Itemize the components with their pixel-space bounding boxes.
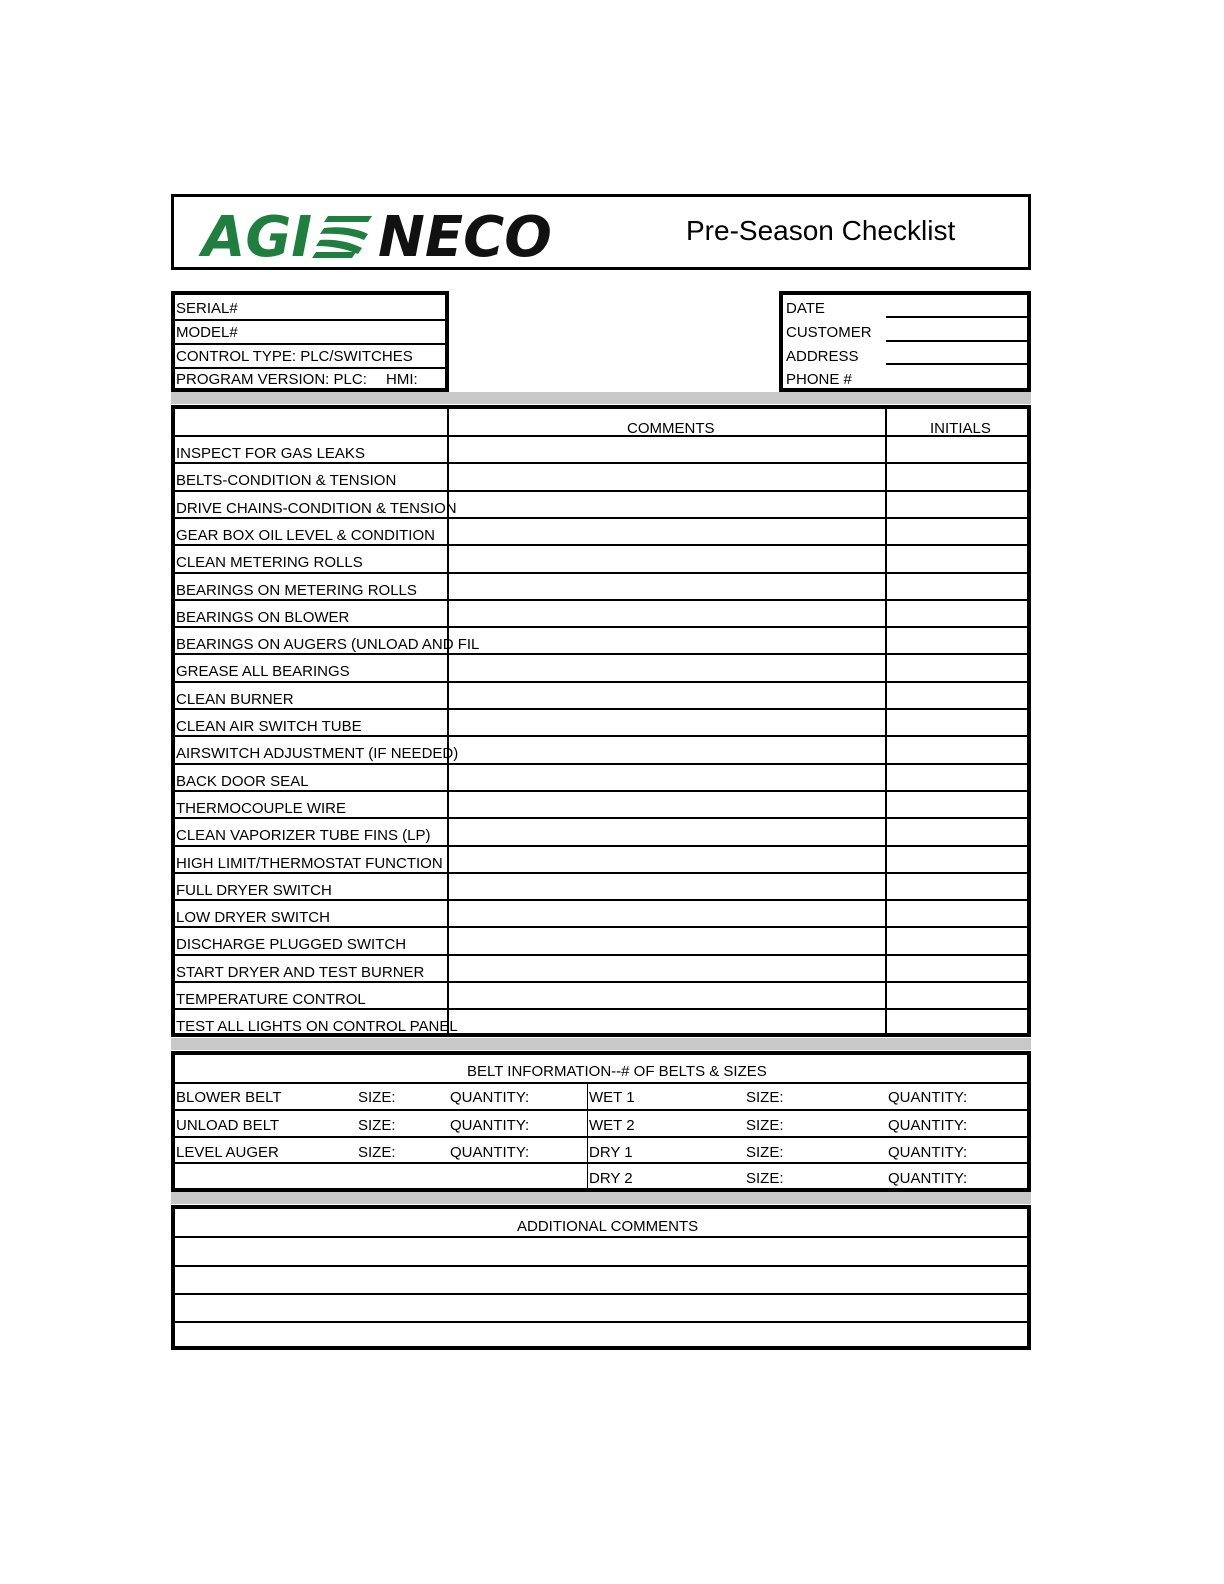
- additional-comments-header: ADDITIONAL COMMENTS: [517, 1218, 699, 1235]
- belt-item-label: DRY 2: [589, 1170, 633, 1187]
- checklist-item-label: INSPECT FOR GAS LEAKS: [176, 445, 365, 462]
- belt-item-label: DRY 1: [589, 1144, 633, 1161]
- date-label: DATE: [786, 300, 825, 317]
- row-divider: [175, 1162, 1027, 1164]
- initials-cell[interactable]: [887, 847, 1027, 872]
- quantity-label: QUANTITY:: [888, 1117, 968, 1134]
- checklist-row: [175, 817, 1027, 844]
- page-title: Pre-Season Checklist: [686, 215, 956, 246]
- checklist-row: [175, 954, 1027, 981]
- checklist-item-label: CLEAN VAPORIZER TUBE FINS (LP): [176, 827, 431, 845]
- initials-cell[interactable]: [887, 737, 1027, 762]
- checklist-item-label: DRIVE CHAINS-CONDITION & TENSION: [176, 499, 457, 517]
- phone-row[interactable]: [783, 366, 1027, 390]
- row-divider: [175, 1082, 1027, 1084]
- size-label: SIZE:: [358, 1144, 396, 1161]
- control-type-label: CONTROL TYPE: PLC/SWITCHES: [176, 348, 413, 365]
- initials-cell[interactable]: [887, 574, 1027, 599]
- column-divider: [587, 1082, 588, 1188]
- comments-header: COMMENTS: [627, 420, 715, 437]
- checklist-item-label: BELTS-CONDITION & TENSION: [176, 472, 397, 490]
- comment-cell[interactable]: [449, 628, 883, 653]
- comment-cell[interactable]: [449, 1010, 883, 1035]
- quantity-label: QUANTITY:: [450, 1117, 530, 1134]
- checklist-row: [175, 572, 1027, 599]
- comment-cell[interactable]: [449, 601, 883, 626]
- initials-cell[interactable]: [887, 655, 1027, 680]
- quantity-label: QUANTITY:: [888, 1089, 968, 1106]
- quantity-label: QUANTITY:: [450, 1089, 530, 1106]
- checklist-row: [175, 790, 1027, 817]
- checklist-row: [175, 926, 1027, 953]
- hmi-label: HMI:: [386, 371, 418, 388]
- checklist-row: [175, 653, 1027, 680]
- checklist-item-label: AIRSWITCH ADJUSTMENT (IF NEEDED): [176, 745, 459, 763]
- logo-agi-text: AGI: [202, 205, 313, 270]
- checklist-item-label: GEAR BOX OIL LEVEL & CONDITION: [176, 526, 435, 544]
- document-header: [171, 194, 1031, 270]
- serial-label: SERIAL#: [176, 300, 238, 317]
- address-line: [886, 363, 1027, 365]
- initials-cell[interactable]: [887, 628, 1027, 653]
- size-label: SIZE:: [746, 1089, 784, 1106]
- belt-info-header: BELT INFORMATION--# OF BELTS & SIZES: [467, 1063, 767, 1080]
- comment-cell[interactable]: [449, 847, 883, 872]
- customer-info-box: [779, 291, 1031, 392]
- quantity-label: QUANTITY:: [888, 1170, 968, 1187]
- comment-cell[interactable]: [449, 464, 883, 489]
- comment-cell[interactable]: [449, 928, 883, 953]
- checklist-table: [171, 405, 1031, 1037]
- program-version-row[interactable]: [175, 366, 445, 390]
- comment-cell[interactable]: [449, 546, 883, 571]
- comment-cell[interactable]: [449, 765, 883, 790]
- checklist-row: [175, 899, 1027, 926]
- initials-cell[interactable]: [887, 519, 1027, 544]
- separator-bar: [171, 392, 1031, 404]
- checklist-row: [175, 626, 1027, 653]
- checklist-row: [175, 872, 1027, 899]
- model-row[interactable]: [175, 319, 445, 345]
- comment-cell[interactable]: [449, 710, 883, 735]
- customer-line: [886, 340, 1027, 342]
- checklist-item-label: TEST ALL LIGHTS ON CONTROL PANEL: [176, 1018, 458, 1036]
- checklist-row: [175, 490, 1027, 517]
- checklist-row: [175, 517, 1027, 544]
- comment-cell[interactable]: [449, 983, 883, 1008]
- quantity-label: QUANTITY:: [888, 1144, 968, 1161]
- initials-cell[interactable]: [887, 928, 1027, 953]
- checklist-item-label: THERMOCOUPLE WIRE: [176, 799, 347, 817]
- checklist-item-label: HIGH LIMIT/THERMOSTAT FUNCTION: [176, 854, 443, 872]
- belt-item-label: BLOWER BELT: [176, 1089, 282, 1106]
- checklist-item-label: CLEAN BURNER: [176, 690, 294, 708]
- comment-cell[interactable]: [449, 655, 883, 680]
- size-label: SIZE:: [746, 1144, 784, 1161]
- checklist-row: [175, 735, 1027, 762]
- checklist-row: [175, 462, 1027, 489]
- logo-neco-text: NECO: [378, 205, 552, 270]
- checklist-item-label: DISCHARGE PLUGGED SWITCH: [176, 936, 407, 954]
- initials-cell[interactable]: [887, 901, 1027, 926]
- size-label: SIZE:: [358, 1117, 396, 1134]
- checklist-item-label: BEARINGS ON AUGERS (UNLOAD AND FIL: [176, 636, 480, 654]
- row-divider: [175, 1109, 1027, 1111]
- checklist-row: [175, 845, 1027, 872]
- logo-emblem-icon: [312, 216, 372, 258]
- checklist-item-label: GREASE ALL BEARINGS: [176, 663, 350, 681]
- serial-row[interactable]: [175, 295, 445, 321]
- checklist-row: [175, 544, 1027, 571]
- comment-cell[interactable]: [449, 819, 883, 844]
- checklist-row: [175, 763, 1027, 790]
- comment-cell[interactable]: [449, 737, 883, 762]
- comment-cell[interactable]: [449, 956, 883, 981]
- size-label: SIZE:: [358, 1089, 396, 1106]
- address-label: ADDRESS: [786, 348, 859, 365]
- initials-cell[interactable]: [887, 874, 1027, 899]
- initials-cell[interactable]: [887, 792, 1027, 817]
- initials-header: INITIALS: [930, 420, 991, 437]
- checklist-row: [175, 981, 1027, 1008]
- separator-bar: [171, 1192, 1031, 1204]
- checklist-item-label: START DRYER AND TEST BURNER: [176, 963, 425, 981]
- belt-item-label: WET 1: [589, 1089, 635, 1106]
- checklist-item-label: FULL DRYER SWITCH: [176, 881, 332, 899]
- belt-item-label: UNLOAD BELT: [176, 1117, 280, 1134]
- initials-cell[interactable]: [887, 437, 1027, 462]
- quantity-label: QUANTITY:: [450, 1144, 530, 1161]
- checklist-item-label: BACK DOOR SEAL: [176, 772, 309, 790]
- comment-cell[interactable]: [449, 519, 883, 544]
- size-label: SIZE:: [746, 1170, 784, 1187]
- checklist-item-label: TEMPERATURE CONTROL: [176, 991, 366, 1008]
- size-label: SIZE:: [746, 1117, 784, 1134]
- belt-item-label: LEVEL AUGER: [176, 1144, 279, 1161]
- phone-label: PHONE #: [786, 371, 852, 388]
- separator-bar: [171, 1038, 1031, 1050]
- additional-comments-table: [171, 1205, 1031, 1350]
- checklist-item-label: LOW DRYER SWITCH: [176, 909, 330, 927]
- row-divider: [175, 1136, 1027, 1138]
- initials-cell[interactable]: [887, 492, 1027, 517]
- initials-cell[interactable]: [887, 765, 1027, 790]
- checklist-row: [175, 708, 1027, 735]
- unit-info-box: [171, 291, 449, 392]
- agi-neco-logo: [200, 204, 556, 270]
- checklist-row: [175, 599, 1027, 626]
- initials-cell[interactable]: [887, 983, 1027, 1008]
- date-line: [886, 316, 1027, 318]
- initials-cell[interactable]: [887, 546, 1027, 571]
- initials-cell[interactable]: [887, 710, 1027, 735]
- initials-cell[interactable]: [887, 464, 1027, 489]
- comment-cell[interactable]: [449, 437, 883, 462]
- checklist-row: [175, 435, 1027, 462]
- program-version-label: PROGRAM VERSION: PLC:: [176, 371, 367, 388]
- checklist-row: [175, 1008, 1027, 1035]
- comment-line-1[interactable]: [175, 1238, 1027, 1265]
- belt-item-label: WET 2: [589, 1117, 635, 1134]
- comment-cell[interactable]: [449, 492, 883, 517]
- comment-cell[interactable]: [449, 901, 883, 926]
- comment-cell[interactable]: [449, 874, 883, 899]
- checklist-item-label: BEARINGS ON METERING ROLLS: [176, 581, 417, 599]
- comment-line-3[interactable]: [175, 1295, 1027, 1321]
- initials-cell[interactable]: [887, 1010, 1027, 1035]
- initials-cell[interactable]: [887, 683, 1027, 708]
- checklist-item-label: BEARINGS ON BLOWER: [176, 608, 350, 626]
- initials-cell[interactable]: [887, 601, 1027, 626]
- comment-cell[interactable]: [449, 574, 883, 599]
- comment-line-2[interactable]: [175, 1267, 1027, 1293]
- model-label: MODEL#: [176, 324, 238, 341]
- initials-cell[interactable]: [887, 956, 1027, 981]
- comment-cell[interactable]: [449, 683, 883, 708]
- checklist-row: [175, 681, 1027, 708]
- comment-line-4[interactable]: [175, 1323, 1027, 1346]
- belt-info-table: [171, 1051, 1031, 1192]
- customer-label: CUSTOMER: [786, 324, 872, 341]
- comment-cell[interactable]: [449, 792, 883, 817]
- checklist-item-label: CLEAN METERING ROLLS: [176, 554, 363, 572]
- initials-cell[interactable]: [887, 819, 1027, 844]
- checklist-item-label: CLEAN AIR SWITCH TUBE: [176, 718, 362, 735]
